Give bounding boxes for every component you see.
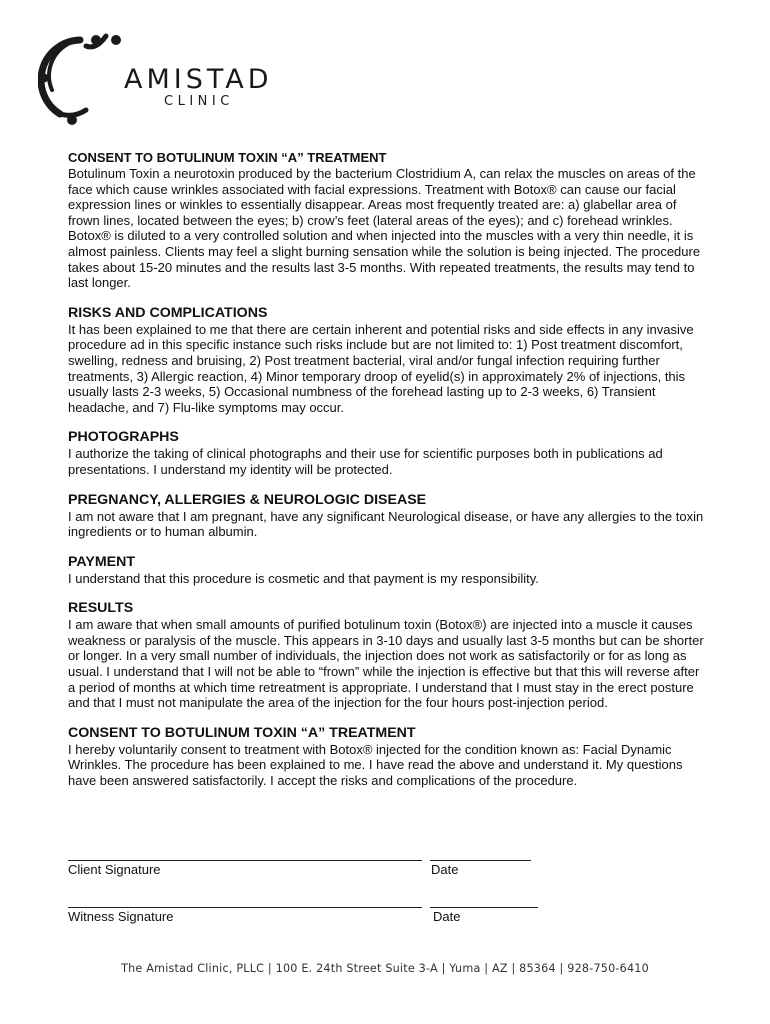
- clinic-logo: [38, 30, 278, 130]
- section-heading: RESULTS: [68, 600, 134, 617]
- section-heading: PAYMENT: [68, 553, 136, 570]
- section-text: It has been explained to me that there are certain inherent and potential risks and side effects in any invasive procedure ad in this specific instance such risks include but are not limited to: 1) Post treatment discomfort, swelling, redness and bruising, 2) Post treatment bacterial, viral and/or fungal infection requiring further treatments, 3) Allergic reaction, 4) Minor temporary droop of eyelid(s) in approximately 2% of injections, this usually lasts 2-3 weeks, 5) Occasional numbness of the forehead lasting up to 2-3 weeks, 6) Transient headache, and 7) Flu-like symptoms may occur.: [68, 321, 694, 415]
- logo-name: AMISTAD: [124, 64, 273, 95]
- client-signature-row: [68, 843, 548, 890]
- witness-date-line[interactable]: [430, 907, 538, 908]
- section-heading: PREGNANCY, ALLERGIES & NEUROLOGIC DISEASE: [68, 491, 427, 508]
- witness-signature-label: Witness Signature: [68, 909, 174, 924]
- witness-signature-line[interactable]: [68, 907, 422, 908]
- section-heading: RISKS AND COMPLICATIONS: [68, 304, 268, 321]
- section-photographs: [68, 428, 708, 477]
- section-heading: CONSENT TO BOTULINUM TOXIN “A” TREATMENT: [68, 724, 416, 741]
- logo-subtitle: CLINIC: [164, 94, 234, 109]
- section-consent-intro: [68, 150, 708, 291]
- section-consent-final: [68, 724, 708, 789]
- section-text: Botulinum Toxin a neurotoxin produced by the bacterium Clostridium A, can relax the muscles on areas of the face which cause wrinkles associated with facial expressions. Treatment with Botox® can cause our facial expression lines or winkles to essentially disappear. Areas most frequently treated are: a) glabellar area of frown lines, located between the eyes; b) crow’s feet (lateral areas of the eyes); and c) forehead wrinkles. Botox® is diluted to a very controlled solution and when injected into the muscles with a very thin needle, it is almost painless. Clients may feel a slight burning sensation while the solution is being injected. The procedure takes about 15-20 minutes and the results last 3-5 months. With repeated treatments, the results may tend to last longer.: [68, 166, 701, 291]
- witness-date-label: Date: [433, 909, 461, 924]
- signature-block: [68, 843, 548, 937]
- section-results: [68, 599, 708, 711]
- section-text: I am not aware that I am pregnant, have any significant Neurological disease, or have any allergies to the toxin ingredients or to human albumin.: [68, 508, 704, 540]
- section-pregnancy: [68, 491, 708, 540]
- witness-signature-row: [68, 890, 548, 937]
- section-text: I am aware that when small amounts of purified botulinum toxin (Botox®) are injected into a muscle it causes weakness or paralysis of the muscle. This appears in 3-10 days and usually last 3-5 months but can be shorter or longer. In a very small number of individuals, the injection does not work as satisfactorily or for as long as usual. I understand that I will not be able to “frown” while the injection is effective but that this will reverse after a period of months at which time retreatment is appropriate. I understand that I must stay in the erect posture and that I must not manipulate the area of the injection for the four hours post-injection period.: [68, 617, 704, 711]
- client-signature-line[interactable]: [68, 860, 422, 861]
- section-text: I hereby voluntarily consent to treatment with Botox® injected for the condition known as: Facial Dynamic Wrinkles. The procedure has been explained to me. I have read the above and understand it. My questions have been answered satisfactorily. I accept the risks and complications of the procedure.: [68, 741, 683, 789]
- page-footer: The Amistad Clinic, PLLC | 100 E. 24th Street Suite 3-A | Yuma | AZ | 85364 | 928-750-6410: [121, 962, 649, 975]
- client-date-label: Date: [431, 862, 459, 877]
- section-text: I understand that this procedure is cosmetic and that payment is my responsibility.: [68, 570, 539, 586]
- consent-body: [68, 150, 708, 802]
- client-signature-label: Client Signature: [68, 862, 161, 877]
- logo-emblem-icon: [38, 30, 138, 130]
- client-date-line[interactable]: [430, 860, 531, 861]
- section-heading: PHOTOGRAPHS: [68, 429, 179, 446]
- section-risks: [68, 304, 708, 416]
- section-heading: CONSENT TO BOTULINUM TOXIN “A” TREATMENT: [68, 150, 387, 165]
- section-text: I authorize the taking of clinical photographs and their use for scientific purposes both in publications ad presentations. I understand my identity will be protected.: [68, 446, 663, 477]
- section-payment: [68, 553, 708, 587]
